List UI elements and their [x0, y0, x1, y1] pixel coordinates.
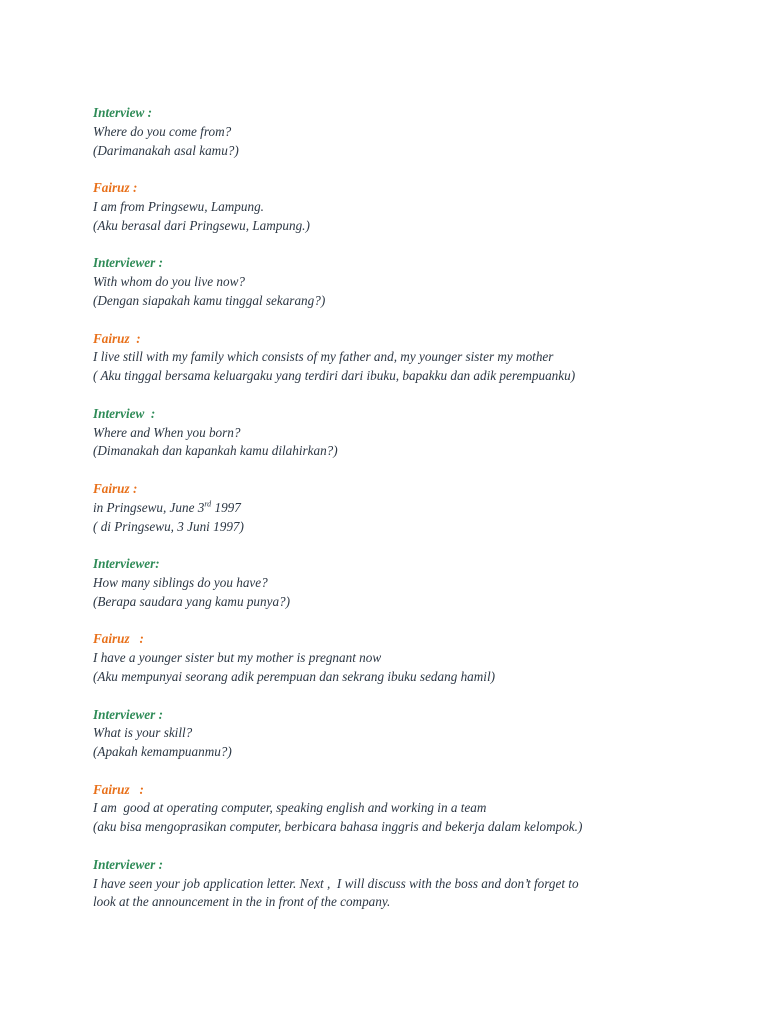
dialogue-line: How many siblings do you have?	[93, 574, 268, 590]
dialogue-line: Where and When you born?	[93, 424, 241, 440]
speaker-label: Interview :	[93, 405, 156, 421]
speaker-label: Fairuz :	[93, 180, 138, 196]
dialogue-translation: (Berapa saudara yang kamu punya?)	[93, 593, 291, 609]
dialogue-translation: (Aku mempunyai seorang adik perempuan dan sekrang ibuku sedang hamil)	[93, 668, 496, 684]
dialogue-line: What is your skill?	[93, 725, 193, 741]
speaker-label: Fairuz :	[93, 330, 141, 346]
dialogue-line: I have a younger sister but my mother is pregnant now	[93, 650, 382, 666]
dialogue-block-2	[93, 179, 713, 235]
speaker-label: Fairuz :	[93, 631, 144, 647]
dialogue-translation: (Apakah kemampuanmu?)	[93, 744, 232, 760]
dialogue-block-3	[93, 254, 713, 310]
birth-year-text: 1997	[211, 499, 241, 515]
dialogue-block-8	[93, 630, 713, 686]
speaker-label: Fairuz :	[93, 781, 144, 797]
dialogue-line: I have seen your job application letter. Next , I will discuss with the boss and don’t forget to	[93, 875, 579, 891]
dialogue-line: Where do you come from?	[93, 123, 232, 139]
speaker-label: Fairuz :	[93, 480, 138, 496]
dialogue-translation: (Aku berasal dari Pringsewu, Lampung.)	[93, 217, 310, 233]
dialogue-line-continued: look at the announcement in the in front of the company.	[93, 894, 391, 910]
speaker-label: Interview :	[93, 105, 152, 120]
dialogue-translation: (Dengan siapakah kamu tinggal sekarang?)	[93, 292, 326, 308]
dialogue-translation: ( Aku tinggal bersama keluargaku yang terdiri dari ibuku, bapakku dan adik perempuanku)	[93, 368, 576, 384]
speaker-label: Interviewer :	[93, 706, 163, 722]
dialogue-block-9	[93, 706, 713, 762]
dialogue-translation: ( di Pringsewu, 3 Juni 1997)	[93, 518, 244, 534]
dialogue-block-10	[93, 781, 713, 837]
dialogue-block-7	[93, 555, 713, 611]
dialogue-line: With whom do you live now?	[93, 274, 246, 290]
dialogue-block-5	[93, 405, 713, 461]
dialogue-line: I live still with my family which consists of my father and, my younger sister my mother	[93, 349, 554, 365]
dialogue-block-11	[93, 856, 713, 912]
speaker-label: Interviewer :	[93, 255, 163, 271]
dialogue-block-1	[93, 104, 713, 160]
dialogue-block-4	[93, 330, 713, 386]
dialogue-translation: (Dimanakah dan kapankah kamu dilahirkan?)	[93, 443, 338, 459]
dialogue-block-6	[93, 480, 713, 536]
speaker-label: Interviewer :	[93, 856, 163, 872]
dialogue-line: I am from Pringsewu, Lampung.	[93, 198, 264, 214]
speaker-label: Interviewer:	[93, 556, 160, 572]
dialogue-translation: (aku bisa mengoprasikan computer, berbicara bahasa inggris and bekerja dalam kelompok.)	[93, 819, 583, 835]
dialogue-line: I am good at operating computer, speaking english and working in a team	[93, 800, 487, 816]
birth-date-text: in Pringsewu, June 3	[93, 499, 205, 515]
dialogue-translation: (Darimanakah asal kamu?)	[93, 142, 239, 158]
ordinal-suffix: rd	[204, 499, 212, 509]
document-page	[93, 104, 713, 931]
birth-date-line	[93, 499, 713, 518]
